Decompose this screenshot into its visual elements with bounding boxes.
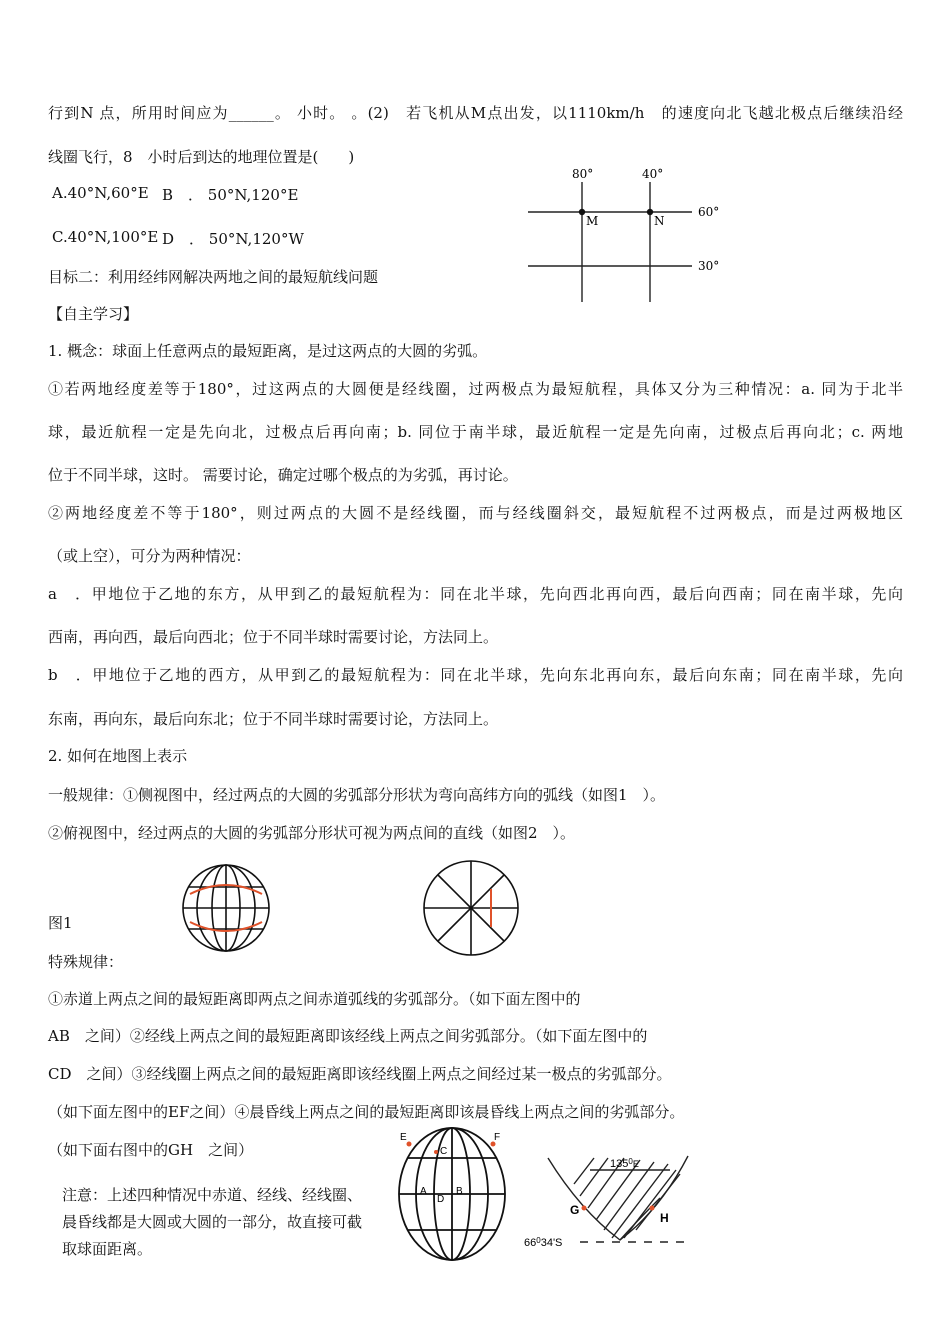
terminator-bottom-sup: 0 [536,1236,541,1245]
terminator-top-sup: 0 [628,1157,633,1166]
special-rule-4: （如下面左图中的EF之间）④晨昏线上两点之间的最短距离即该晨昏线上两点之间的劣弧部分。 [48,1103,685,1121]
goal-two-heading: 目标二：利用经纬网解决两地之间的最短航线问题 [48,268,379,286]
globe-label-e: E [400,1132,407,1143]
globe-label-c: C [440,1146,448,1157]
lat-30-label: 30° [698,259,720,273]
self-study-heading: 【自主学习】 [48,305,139,323]
question-line-1: 行到N 点，所用时间应为______。 小时。 。(2) 若飞机从M点出发，以1110km/h 的速度向北飞越北极点后继续沿经 [48,104,903,122]
how-heading: 2. 如何在地图上表示 [48,747,188,765]
general-rule-1: 一般规律：①侧视图中，经过两点的大圆的劣弧部分形状为弯向高纬方向的弧线（如图1 ）。 [48,786,666,804]
special-rule-2: AB 之间）②经线上两点之间的最短距离即该经线上两点之间劣弧部分。（如下面左图中的 [48,1027,648,1045]
terminator-top-value: 135 [610,1158,629,1170]
terminator-label-g: G [570,1203,580,1217]
globe-equator-meridian-diagram [396,1122,508,1268]
note-line-3: 取球面距离。 [62,1240,153,1258]
special-rule-1: ①赤道上两点之间的最短距离即两点之间赤道弧线的劣弧部分。（如下面左图中的 [48,990,581,1008]
lon-80-label: 80° [572,167,594,181]
special-rule-3: CD 之间）③经线圈上两点之间的最短距离即该经线圈上两点之间经过某一极点的劣弧部分。 [48,1065,672,1083]
case2-line-1: ②两地经度差不等于180°，则过两点的大圆不是经线圈，而与经线圈斜交，最短航程不过两极点，而是过两极地区 [48,504,903,522]
point-m-marker [579,209,585,215]
concept-line: 1. 概念：球面上任意两点的最短距离，是过这两点的大圆的劣弧。 [48,342,488,360]
lat-lon-grid-diagram [520,162,730,307]
point-n-label: N [654,214,665,228]
svg-text:66034'S [524,1236,562,1249]
case-b-line-1: b ．甲地位于乙地的西方，从甲到乙的最短航程为：同在北半球，先向东北再向东，最后向东南；同在南半球，先向 [48,666,903,684]
svg-text:1350E [610,1157,639,1170]
terminator-bottom-rest: 34'S [540,1237,563,1249]
note-line-1: 注意：上述四种情况中赤道、经线、经线圈、 [62,1186,363,1204]
globe-label-d: D [437,1194,445,1205]
point-n-marker [647,209,653,215]
case-a-line-2: 西南，再向西，最后向西北；位于不同半球时需要讨论，方法同上。 [48,628,499,646]
case-a-line-1: a ．甲地位于乙地的东方，从甲到乙的最短航程为：同在北半球，先向西北再向西，最后向西南；同在南半球，先向 [48,585,903,603]
globe-label-f: F [494,1132,501,1143]
case1-line-1: ①若两地经度差等于180°，过这两点的大圆便是经线圈，过两极点为最短航程，具体又分为三种情况：a. 同为于北半 [48,380,903,398]
special-rule-5: （如下面右图中的GH 之间） [48,1141,254,1159]
case1-line-3: 位于不同半球，这时。 需要讨论，确定过哪个极点的为劣弧，再讨论。 [48,466,518,484]
question-line-2: 线圈飞行，8 小时后到达的地理位置是( ) [48,148,355,166]
case2-line-2: （或上空），可分为两种情况： [48,547,251,565]
lat-60-label: 60° [698,205,720,219]
terminator-label-h: H [660,1211,669,1225]
figure-1-caption: 图1 [48,914,73,932]
note-line-2: 晨昏线都是大圆或大圆的一部分，故直接可截 [62,1213,363,1231]
case-b-line-2: 东南，再向东，最后向东北；位于不同半球时需要讨论，方法同上。 [48,710,499,728]
general-rule-2: ②俯视图中，经过两点的大圆的劣弧部分形状可视为两点间的直线（如图2 ）。 [48,824,576,842]
point-m-label: M [586,214,599,228]
option-b: B ． 50°N,120°E [162,186,299,204]
terminator-diagram [520,1150,700,1260]
terminator-bottom-value: 66 [524,1237,537,1249]
special-rule-heading: 特殊规律： [48,953,124,971]
option-d: D ． 50°N,120°W [162,230,304,248]
figure-2-polar-view [418,858,524,958]
globe-label-b: B [456,1186,463,1197]
case1-line-2: 球，最近航程一定是先向北，过极点后再向南；b. 同位于南半球，最近航程一定是先向南，过极点后再向北；c. 两地 [48,423,903,441]
option-a: A.40°N,60°E [52,184,149,202]
lon-40-label: 40° [642,167,664,181]
terminator-top-e: E [632,1159,639,1169]
option-c: C.40°N,100°E [52,228,159,246]
globe-label-a: A [420,1186,427,1197]
figure-1-side-view-globe [180,860,272,956]
